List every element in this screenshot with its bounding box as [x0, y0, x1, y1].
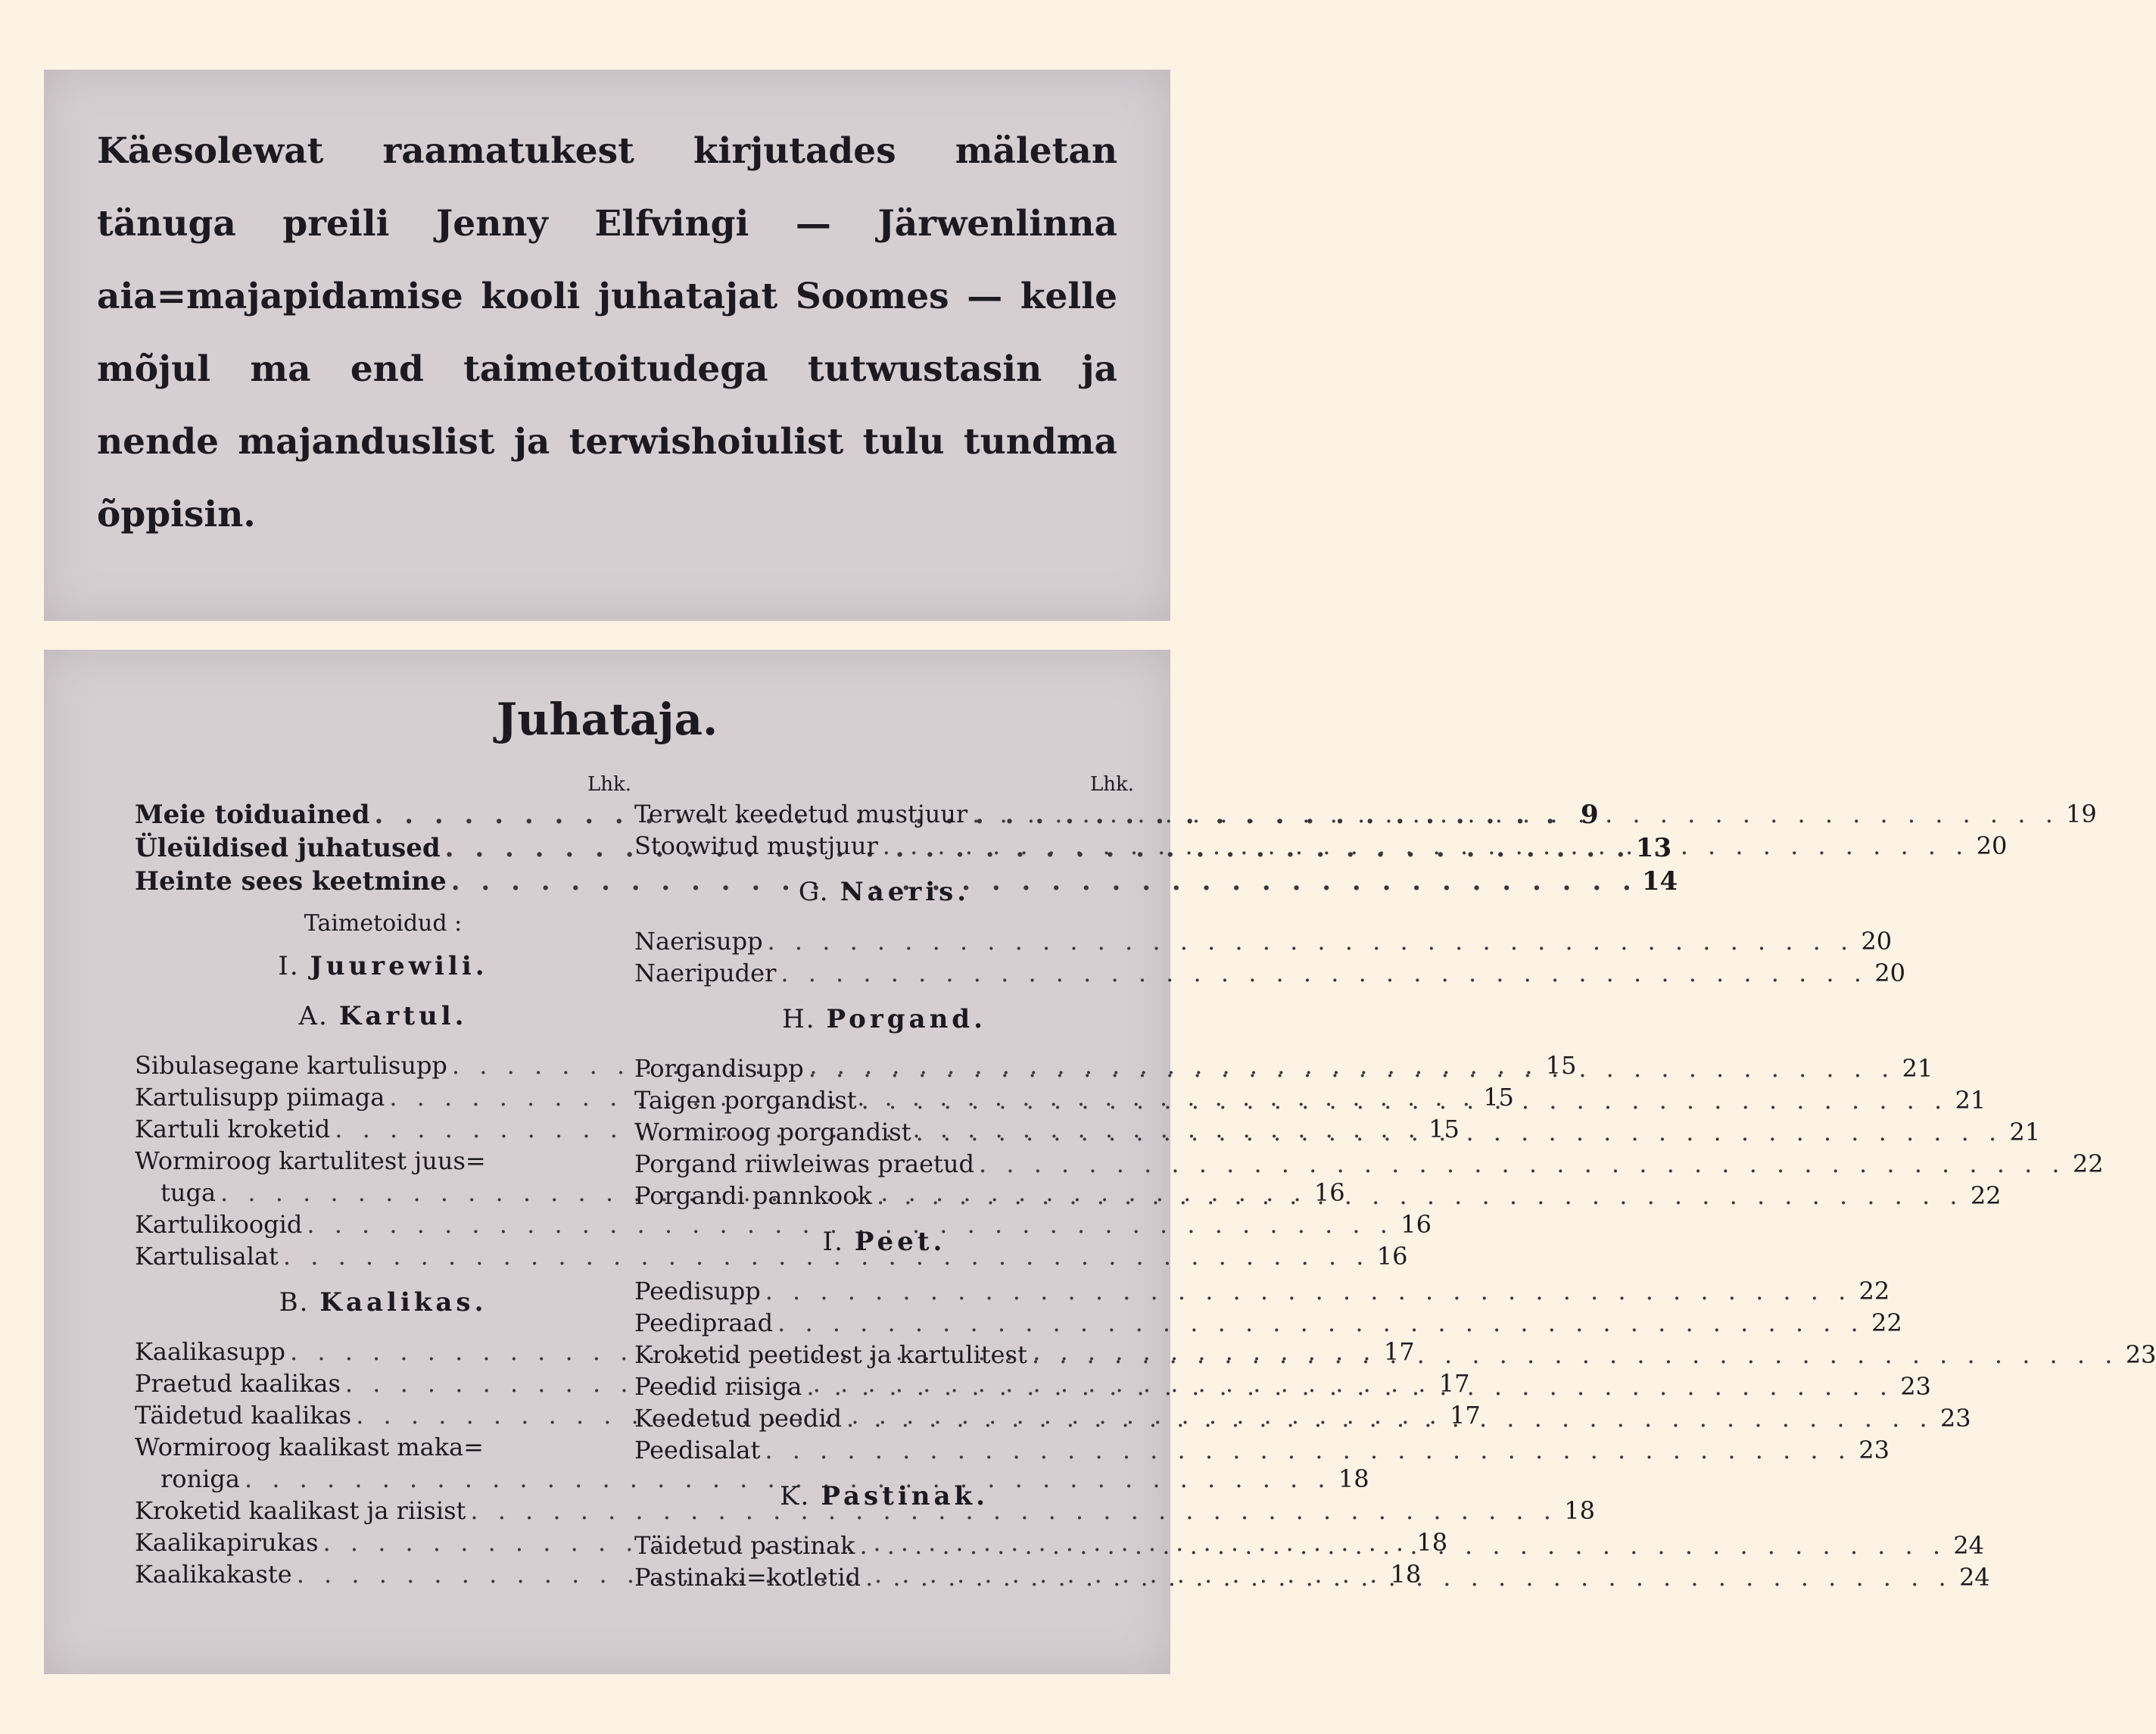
leader-dots: [765, 1434, 1852, 1466]
entry-title: Kaalikakaste: [135, 1560, 292, 1589]
entry-title: Heinte sees keetmine: [135, 866, 447, 897]
entry-title: Üleüldised juhatused: [135, 833, 441, 863]
entry-title: Wormiroog kaalikast maka=: [135, 1433, 484, 1461]
section-letter: K.: [780, 1481, 811, 1511]
section-heading: [634, 1480, 1134, 1513]
preface-line: aia=majapidamise kooli juhatajat Soomes — kelle: [97, 276, 1117, 317]
section-heading: [135, 1286, 631, 1319]
entry-title: Praetud kaalikas: [135, 1369, 341, 1398]
page-column-header: Lhk.: [587, 773, 631, 796]
leader-dots: [768, 925, 1855, 957]
entry-page: 21: [2009, 1118, 2041, 1146]
entry-page: 17: [1383, 1337, 1415, 1366]
entry-title: Naeripuder: [634, 959, 777, 987]
entry-title: tuga: [160, 1178, 217, 1207]
preface-line: õppisin.: [97, 494, 256, 535]
entry-page: 17: [1438, 1369, 1470, 1398]
leader-dots: [846, 1402, 1933, 1434]
entry-page: 15: [1545, 1051, 1577, 1080]
entry-title: Kroketid peetidest ja kartulitest: [634, 1340, 1027, 1369]
entry-page: 20: [1861, 927, 1893, 956]
entry-page: 18: [1338, 1464, 1369, 1493]
entry-page: 21: [1902, 1054, 1933, 1083]
entry-page: 19: [2066, 800, 2097, 828]
part-name: Juurewili.: [310, 951, 488, 981]
entry-title: Peedid riisiga: [634, 1372, 802, 1401]
entry-title: Kroketid kaalikast ja riisist: [135, 1496, 466, 1525]
entry-title: Wormiroog kartulitest juus=: [135, 1146, 486, 1175]
preface-line: tänuga preili Jenny Elfvingi — Järwenlinna: [97, 203, 1117, 245]
toc-scan: [44, 650, 2156, 1674]
entry-title: Kaalikasupp: [135, 1337, 285, 1366]
page-column-header: Lhk.: [1089, 773, 1134, 796]
entry-page: 20: [1874, 959, 1905, 987]
section-letter: G.: [798, 877, 830, 907]
section-heading: [634, 875, 1134, 909]
section-letter: B.: [279, 1287, 310, 1318]
leader-dots: [780, 957, 1868, 989]
entry-title: roniga: [160, 1464, 240, 1493]
entry-page: 16: [1313, 1178, 1345, 1207]
preface-line: nende majanduslist ja terwishoiulist tulu tundma: [97, 421, 1117, 463]
preface-line: Käesolewat raamatukest kirjutades mäletan: [97, 130, 1117, 172]
section-heading: [135, 1000, 631, 1033]
toc-entry[interactable]: [634, 1275, 1890, 1307]
preface-line: mõjul ma end taimetoitudega tutwustasin ja: [97, 348, 1117, 390]
toc-entry[interactable]: [634, 1434, 1890, 1466]
entry-title: Täidetud kaalikas: [135, 1401, 352, 1430]
part-heading: [135, 950, 631, 983]
leader-dots: [808, 1053, 1896, 1084]
leader-dots: [765, 1275, 1852, 1307]
section-letter: I.: [822, 1227, 844, 1257]
section-name: Porgand.: [826, 1004, 986, 1034]
leader-dots: [1032, 1339, 2119, 1371]
entry-page: 15: [1429, 1115, 1460, 1143]
section-letter: H.: [782, 1004, 816, 1034]
entry-title: Pastinaki=kotletid: [634, 1563, 861, 1592]
leader-dots: [777, 1307, 1865, 1339]
entry-page: 9: [1580, 800, 1599, 830]
section-name: Kaalikas.: [319, 1287, 488, 1318]
entry-page: 22: [1858, 1277, 1890, 1305]
leader-dots: [877, 1180, 1964, 1212]
entry-page: 23: [1939, 1404, 1971, 1433]
entry-title: Stoowitud mustjuur: [634, 831, 878, 860]
entry-page: 13: [1635, 833, 1672, 863]
toc-title: Juhataja.: [496, 694, 718, 745]
entry-title: Porgandisupp: [634, 1054, 804, 1083]
entry-page: 16: [1400, 1210, 1432, 1239]
leader-dots: [865, 1561, 1952, 1593]
entry-title: Peedisalat: [634, 1436, 761, 1464]
entry-title: Wormiroog porgandist: [634, 1118, 911, 1146]
entry-title: Taigen porgandist: [634, 1086, 857, 1115]
section-letter: A.: [298, 1001, 329, 1031]
leader-dots: [916, 1116, 2003, 1148]
entry-title: Kartulikoogid: [135, 1210, 303, 1239]
entry-title: Kartulisalat: [135, 1242, 279, 1271]
entry-page: 23: [1900, 1372, 1931, 1401]
section-name: Peet.: [854, 1227, 946, 1257]
section-heading: [634, 1003, 1134, 1036]
section-name: Kartul.: [338, 1001, 468, 1031]
entry-page: 15: [1483, 1083, 1514, 1112]
leader-dots: [972, 798, 2059, 830]
entry-title: Meie toiduained: [135, 800, 370, 830]
entry-title: Kartuli kroketid: [135, 1115, 331, 1143]
leader-dots: [979, 1148, 2066, 1180]
toc-entry[interactable]: [634, 1148, 2104, 1180]
entry-page: 18: [1416, 1528, 1448, 1557]
entry-title: Kaalikapirukas: [135, 1528, 319, 1557]
entry-page: 17: [1450, 1401, 1481, 1430]
entry-page: 18: [1564, 1496, 1595, 1525]
preface-paragraph: [97, 115, 1117, 551]
toc-entry[interactable]: [135, 1145, 631, 1177]
entry-title: Porgand riiwleiwas praetud: [634, 1149, 974, 1178]
leader-dots: [859, 1530, 1946, 1561]
entry-title: Keedetud peedid: [634, 1404, 843, 1433]
entry-page: 22: [1970, 1181, 2002, 1210]
entry-page: 20: [1976, 831, 2008, 860]
entry-page: 16: [1376, 1242, 1408, 1271]
entry-page: 21: [1955, 1086, 1986, 1115]
entry-title: Kartulisupp piimaga: [135, 1083, 385, 1112]
toc-entry[interactable]: [634, 798, 2097, 830]
toc-entry[interactable]: [634, 925, 1893, 957]
part-label: I.: [278, 951, 300, 981]
entry-title: Täidetud pastinak: [634, 1531, 855, 1560]
leader-dots: [883, 830, 1970, 862]
leader-dots: [806, 1371, 1893, 1402]
entry-page: 24: [1958, 1563, 1990, 1592]
entry-title: Porgandi pannkook: [634, 1181, 872, 1210]
entry-page: 22: [1871, 1308, 1902, 1337]
entry-title: Naerisupp: [634, 927, 763, 956]
toc-entry[interactable]: [135, 1463, 1369, 1495]
entry-title: Peedisupp: [634, 1277, 761, 1305]
entry-page: 24: [1953, 1531, 1985, 1560]
toc-entry[interactable]: [634, 957, 1905, 989]
entry-page: 23: [1858, 1436, 1890, 1464]
preface-scan: [44, 70, 1170, 621]
entry-page: 14: [1641, 866, 1678, 897]
subtitle-taimetoidud: Taimetoidud :: [304, 910, 463, 937]
section-heading: [634, 1225, 1134, 1258]
toc-entry[interactable]: [135, 1431, 631, 1463]
section-name: Pastinak.: [821, 1481, 989, 1511]
toc-entry[interactable]: [634, 1307, 1902, 1339]
toc-entry[interactable]: [135, 1208, 1432, 1240]
entry-title: Peedipraad: [634, 1308, 774, 1337]
entry-page: 18: [1390, 1560, 1422, 1589]
entry-title: Terwelt keedetud mustjuur: [634, 800, 968, 828]
entry-page: 23: [2125, 1340, 2156, 1369]
leader-dots: [861, 1084, 1949, 1116]
entry-page: 22: [2072, 1149, 2104, 1178]
section-name: Naeris.: [840, 877, 971, 907]
entry-title: Sibulasegane kartulisupp: [135, 1051, 447, 1080]
